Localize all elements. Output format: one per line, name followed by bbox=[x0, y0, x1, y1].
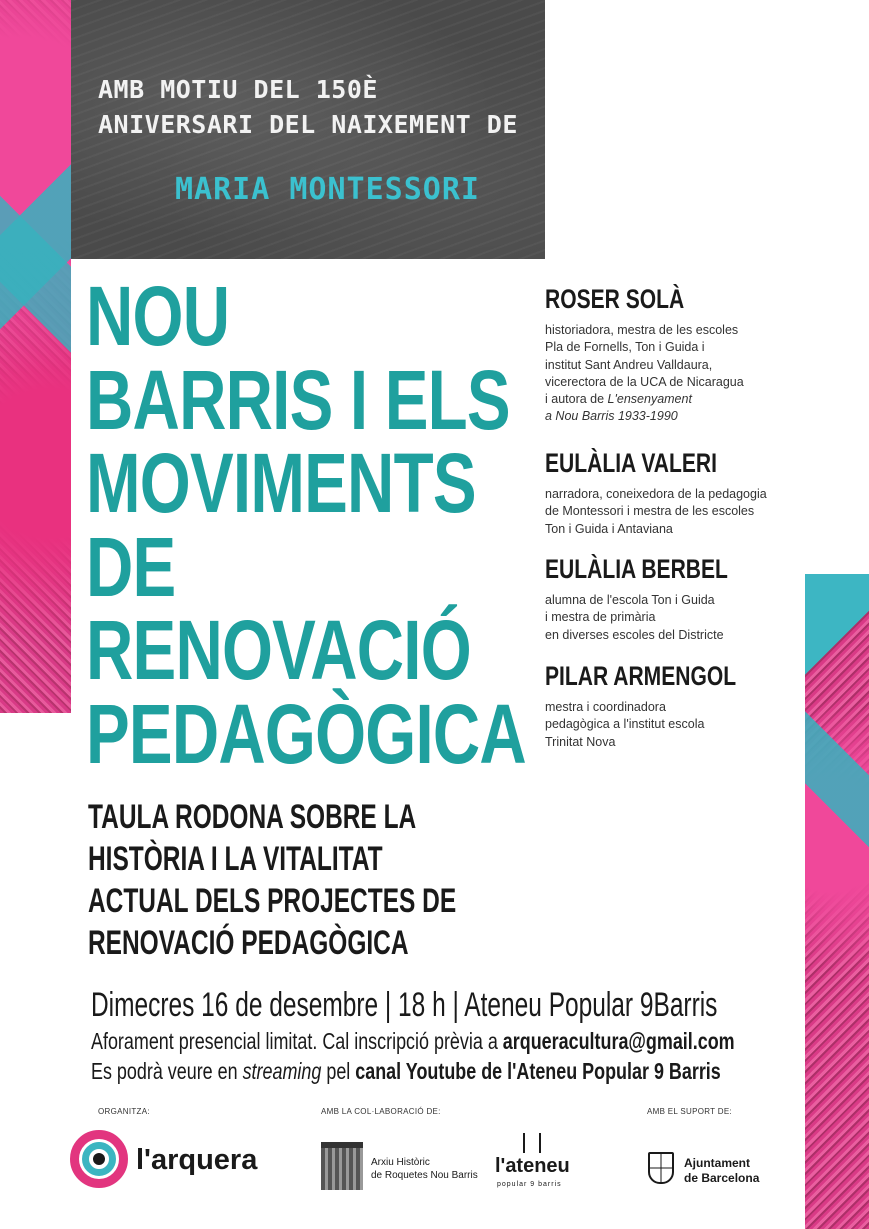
chalkboard-line-2: ANIVERSARI DEL NAIXEMENT DE bbox=[98, 110, 518, 139]
title-line: MOVIMENTS bbox=[86, 436, 476, 530]
bio-line: pedagògica a l'institut escola bbox=[545, 717, 705, 732]
speaker-eulalia-valeri bbox=[545, 448, 767, 538]
bio-line-mixed bbox=[545, 391, 744, 408]
arxiu-historic-logo bbox=[321, 1140, 478, 1192]
ajuntament-name-line: de Barcelona bbox=[684, 1171, 760, 1185]
bio-book-title-cont: a Nou Barris 1933-1990 bbox=[545, 409, 678, 424]
ateneu-subtitle: popular 9 barris bbox=[497, 1181, 562, 1188]
bio-line: Pla de Fornells, Ton i Guida i bbox=[545, 340, 705, 355]
bio-line: mestra i coordinadora bbox=[545, 700, 666, 714]
chalkboard-honoree-name: MARIA MONTESSORI bbox=[175, 172, 480, 207]
bio-line: institut Sant Andreu Valldaura, bbox=[545, 357, 713, 372]
bio-line: Trinitat Nova bbox=[545, 734, 616, 749]
bio-line: Ton i Guida i Antaviana bbox=[545, 521, 673, 536]
support-label: AMB EL SUPORT DE: bbox=[647, 1107, 732, 1116]
ajuntament-name-line: Ajuntament bbox=[684, 1156, 750, 1170]
youtube-channel-link[interactable]: canal Youtube de l'Ateneu Popular 9 Barris bbox=[355, 1058, 721, 1084]
streaming-text: Es podrà veure en bbox=[91, 1058, 243, 1084]
title-line: RENOVACIÓ bbox=[86, 603, 471, 697]
collaboration-label: AMB LA COL·LABORACIÓ DE: bbox=[321, 1107, 441, 1116]
ajuntament-name bbox=[684, 1156, 759, 1186]
subtitle-line: TAULA RODONA SOBRE LA bbox=[88, 798, 417, 836]
main-title bbox=[86, 269, 526, 781]
coat-of-arms-icon bbox=[648, 1152, 674, 1184]
building-icon bbox=[321, 1142, 363, 1190]
speaker-roser-sola bbox=[545, 284, 744, 426]
speaker-eulalia-berbel bbox=[545, 554, 780, 644]
speaker-bio bbox=[545, 699, 790, 751]
chalkboard-line-1: AMB MOTIU DEL 150È bbox=[98, 75, 378, 104]
event-date-location: Dimecres 16 de desembre | 18 h | Ateneu Popular 9Barris bbox=[91, 986, 718, 1024]
streaming-text-mid: pel bbox=[321, 1058, 356, 1084]
speaker-bio bbox=[545, 486, 767, 538]
streaming-word: streaming bbox=[242, 1058, 322, 1084]
speaker-bio bbox=[545, 592, 780, 644]
arxiu-name-line: Arxiu Històric bbox=[371, 1157, 430, 1168]
registration-text: Aforament presencial limitat. Cal inscripció prèvia a bbox=[91, 1028, 503, 1054]
bio-line: de Montessori i mestra de les escoles bbox=[545, 504, 755, 519]
title-line: BARRIS I ELS bbox=[86, 352, 510, 447]
ateneu-logo bbox=[495, 1133, 575, 1193]
bio-line: i mestra de primària bbox=[545, 610, 656, 625]
speaker-name: EULÀLIA BERBEL bbox=[545, 554, 728, 584]
bio-line: alumna de l'escola Ton i Guida bbox=[545, 593, 715, 607]
subtitle bbox=[88, 796, 457, 964]
bio-book-title: L'ensenyament bbox=[607, 392, 692, 407]
arxiu-name bbox=[371, 1156, 478, 1182]
bio-line: narradora, coneixedora de la pedagogia bbox=[545, 487, 767, 501]
organizer-label: ORGANITZA: bbox=[98, 1107, 150, 1116]
registration-email-link[interactable]: arqueracultura@gmail.com bbox=[502, 1028, 735, 1054]
ateneu-mark-icon bbox=[523, 1133, 541, 1153]
arxiu-name-line: de Roquetes Nou Barris bbox=[371, 1170, 478, 1181]
subtitle-line: HISTÒRIA I LA VITALITAT bbox=[88, 840, 383, 878]
subtitle-line: RENOVACIÓ PEDAGÒGICA bbox=[88, 924, 409, 962]
larquera-name: l'arquera bbox=[136, 1144, 258, 1176]
title-line: PEDAGÒGICA bbox=[86, 686, 526, 781]
decorative-pattern-right bbox=[805, 574, 869, 1229]
ajuntament-logo bbox=[648, 1150, 778, 1190]
speaker-pilar-armengol bbox=[545, 661, 790, 751]
speaker-name: EULÀLIA VALERI bbox=[545, 448, 717, 478]
decorative-pattern-left bbox=[0, 0, 71, 713]
target-center-dot bbox=[93, 1153, 105, 1165]
speaker-bio bbox=[545, 322, 744, 426]
ateneu-name: l'ateneu bbox=[495, 1155, 570, 1177]
registration-info bbox=[91, 1028, 735, 1055]
bio-line: en diverses escoles del Districte bbox=[545, 627, 724, 642]
speaker-name: PILAR ARMENGOL bbox=[545, 661, 737, 691]
title-line: NOU bbox=[86, 269, 230, 363]
larquera-logo bbox=[70, 1130, 280, 1200]
bio-line: historiadora, mestra de les escoles bbox=[545, 323, 739, 337]
subtitle-line: ACTUAL DELS PROJECTES DE bbox=[88, 882, 457, 920]
bio-text: i autora de bbox=[545, 392, 608, 407]
title-line: DE bbox=[86, 519, 176, 614]
streaming-info bbox=[91, 1058, 721, 1085]
speaker-name: ROSER SOLÀ bbox=[545, 284, 685, 314]
bio-line: vicerectora de la UCA de Nicaragua bbox=[545, 374, 744, 389]
